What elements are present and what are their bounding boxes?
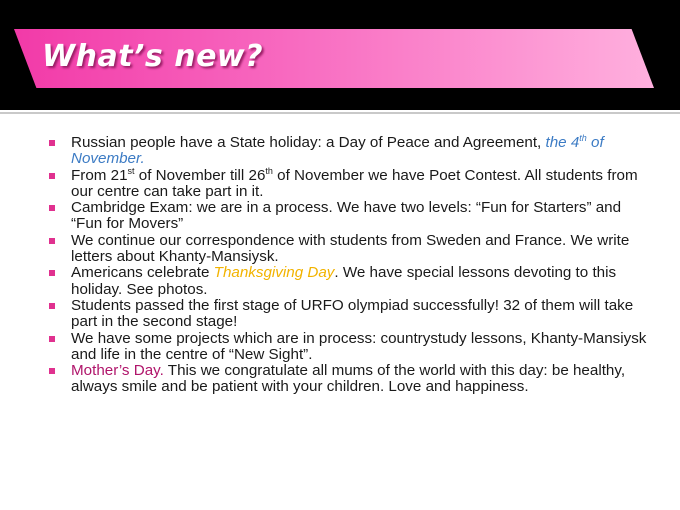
bullet-text: This we congratulate all mums of the world with this day: be healthy, always smile and be patient with your children. Love and happiness. [71, 362, 626, 396]
bullet-text: . We have special lessons devoting to this holiday. See photos. [71, 264, 617, 298]
square-bullet-icon [49, 140, 55, 146]
highlight-text: the 4 [545, 134, 580, 151]
slide-title: What’s new? [42, 39, 264, 74]
bullet-item [48, 132, 648, 168]
bullet-text: Russian people have a State holiday: a Day of Peace and Agreement, [71, 134, 546, 151]
highlight-text: Thanksgiving Day [213, 264, 335, 282]
square-bullet-icon [49, 336, 55, 342]
square-bullet-icon [49, 205, 55, 211]
divider-line [0, 112, 680, 114]
bullet-text: th [265, 165, 273, 176]
square-bullet-icon [49, 238, 55, 244]
bullet-text: Students passed the first stage of URFO olympiad successfully! 32 of them will take part in the second stage! [71, 296, 634, 331]
bullet-item [48, 265, 648, 298]
bullet-text: Americans celebrate [71, 264, 214, 282]
highlight-text: of November. [71, 134, 604, 168]
bullet-list [48, 132, 648, 396]
bullet-text: of November we have Poet Contest. All students from our centre can take part in it. [71, 166, 638, 200]
bullet-item [48, 363, 648, 396]
highlight-text: th [579, 132, 587, 143]
highlight-text: Mother’s Day. [71, 362, 164, 380]
bullet-item [48, 233, 648, 266]
square-bullet-icon [49, 303, 55, 309]
square-bullet-icon [49, 270, 55, 276]
slide-content [48, 132, 648, 396]
bullet-text: We continue our correspondence with students from Sweden and France. We write letters about Khanty-Mansiysk. [71, 231, 630, 266]
square-bullet-icon [49, 368, 55, 374]
bullet-item [48, 165, 648, 201]
square-bullet-icon [49, 173, 55, 179]
bullet-item [48, 200, 648, 233]
bullet-text: Cambridge Exam: we are in a process. We have two levels: “Fun for Starters” and “Fun for Movers” [71, 199, 622, 233]
bullet-text: st [127, 165, 135, 176]
bullet-item [48, 331, 648, 364]
bullet-text: From 21 [71, 166, 128, 184]
bullet-text: We have some projects which are in process: countrystudy lessons, Khanty-Mansiysk and life in the centre of “New Sight”. [71, 329, 647, 363]
bullet-text: of November till 26 [134, 166, 266, 184]
bullet-item [48, 298, 648, 331]
